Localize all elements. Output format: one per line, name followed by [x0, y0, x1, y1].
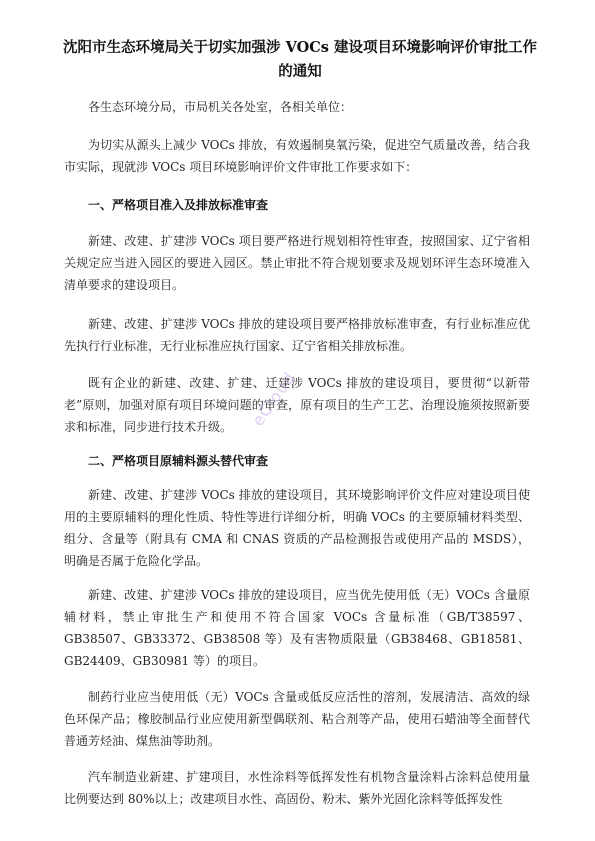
intro-paragraph: 为切实从源头上减少 VOCs 排放，有效遏制臭氧污染，促进空气质量改善，结合我市实际，现就涉 VOCs 项目环境影响评价文件审批工作要求如下： [64, 138, 530, 174]
section-2-paragraph-1: 新建、改建、扩建涉 VOCs 排放的建设项目，其环境影响评价文件应对建设项目使用的主要原辅料的理化性质、特性等进行详细分析，明确 VOCs 的主要原辅材料类型、组分、含量等（附具有 CMA 和 CNAS 资质的产品检测报告或使用产品的 MSDS），明确是否属于危险化学品。 [64, 488, 530, 568]
section-2-paragraph-3: 制药行业应当使用低（无）VOCs 含量或低反应活性的溶剂，发展清洁、高效的绿色环保产品；橡胶制品行业应使用新型偶联剂、粘合剂等产品，使用石蜡油等全面替代普通芳烃油、煤焦油等助剂。 [64, 690, 530, 748]
document-title: 沈阳市生态环境局关于切实加强涉 VOCs 建设项目环境影响评价审批工作的通知 [63, 39, 537, 80]
section-1-paragraph-1: 新建、改建、扩建涉 VOCs 项目要严格进行规划相符性审查，按照国家、辽宁省相关规定应当进入园区的要进入园区。禁止审批不符合规划要求及规划环评生态环境准入清单要求的建设项目。 [64, 234, 530, 292]
section-2-paragraph-4: 汽车制造业新建、扩建项目，水性涂料等低挥发性有机物含量涂料占涂料总使用量比例要达到 80%以上；改建项目水性、高固份、粉末、紫外光固化涂料等低挥发性 [64, 770, 530, 806]
salutation: 各生态环境分局，市局机关各处室，各相关单位： [88, 100, 353, 114]
watermark-text: eCloud [248, 368, 300, 430]
section-1-paragraph-2: 新建、改建、扩建涉 VOCs 排放的建设项目要严格排放标准审查，有行业标准应优先执行行业标准，无行业标准应执行国家、辽宁省相关排放标准。 [64, 317, 530, 353]
section-1-paragraph-3: 既有企业的新建、改建、扩建、迁建涉 VOCs 排放的建设项目，要贯彻“以新带老”原则，加强对原有项目环境问题的审查，原有项目的生产工艺、治理设施须按照新要求和标准，同步进行技术升级。 [64, 376, 530, 434]
section-1-heading: 一、严格项目准入及排放标准审查 [88, 198, 269, 212]
section-2-heading: 二、严格项目原辅料源头替代审查 [88, 454, 269, 468]
section-2-paragraph-2: 新建、改建、扩建涉 VOCs 排放的建设项目，应当优先使用低（无）VOCs 含量原辅材料，禁止审批生产和使用不符合国家 VOCs 含量标准（GB/T38597、GB38507、GB33372、GB38508 等）及有害物质限量（GB38468、GB18581、GB24409、GB30981 等）的项目。 [64, 588, 530, 668]
